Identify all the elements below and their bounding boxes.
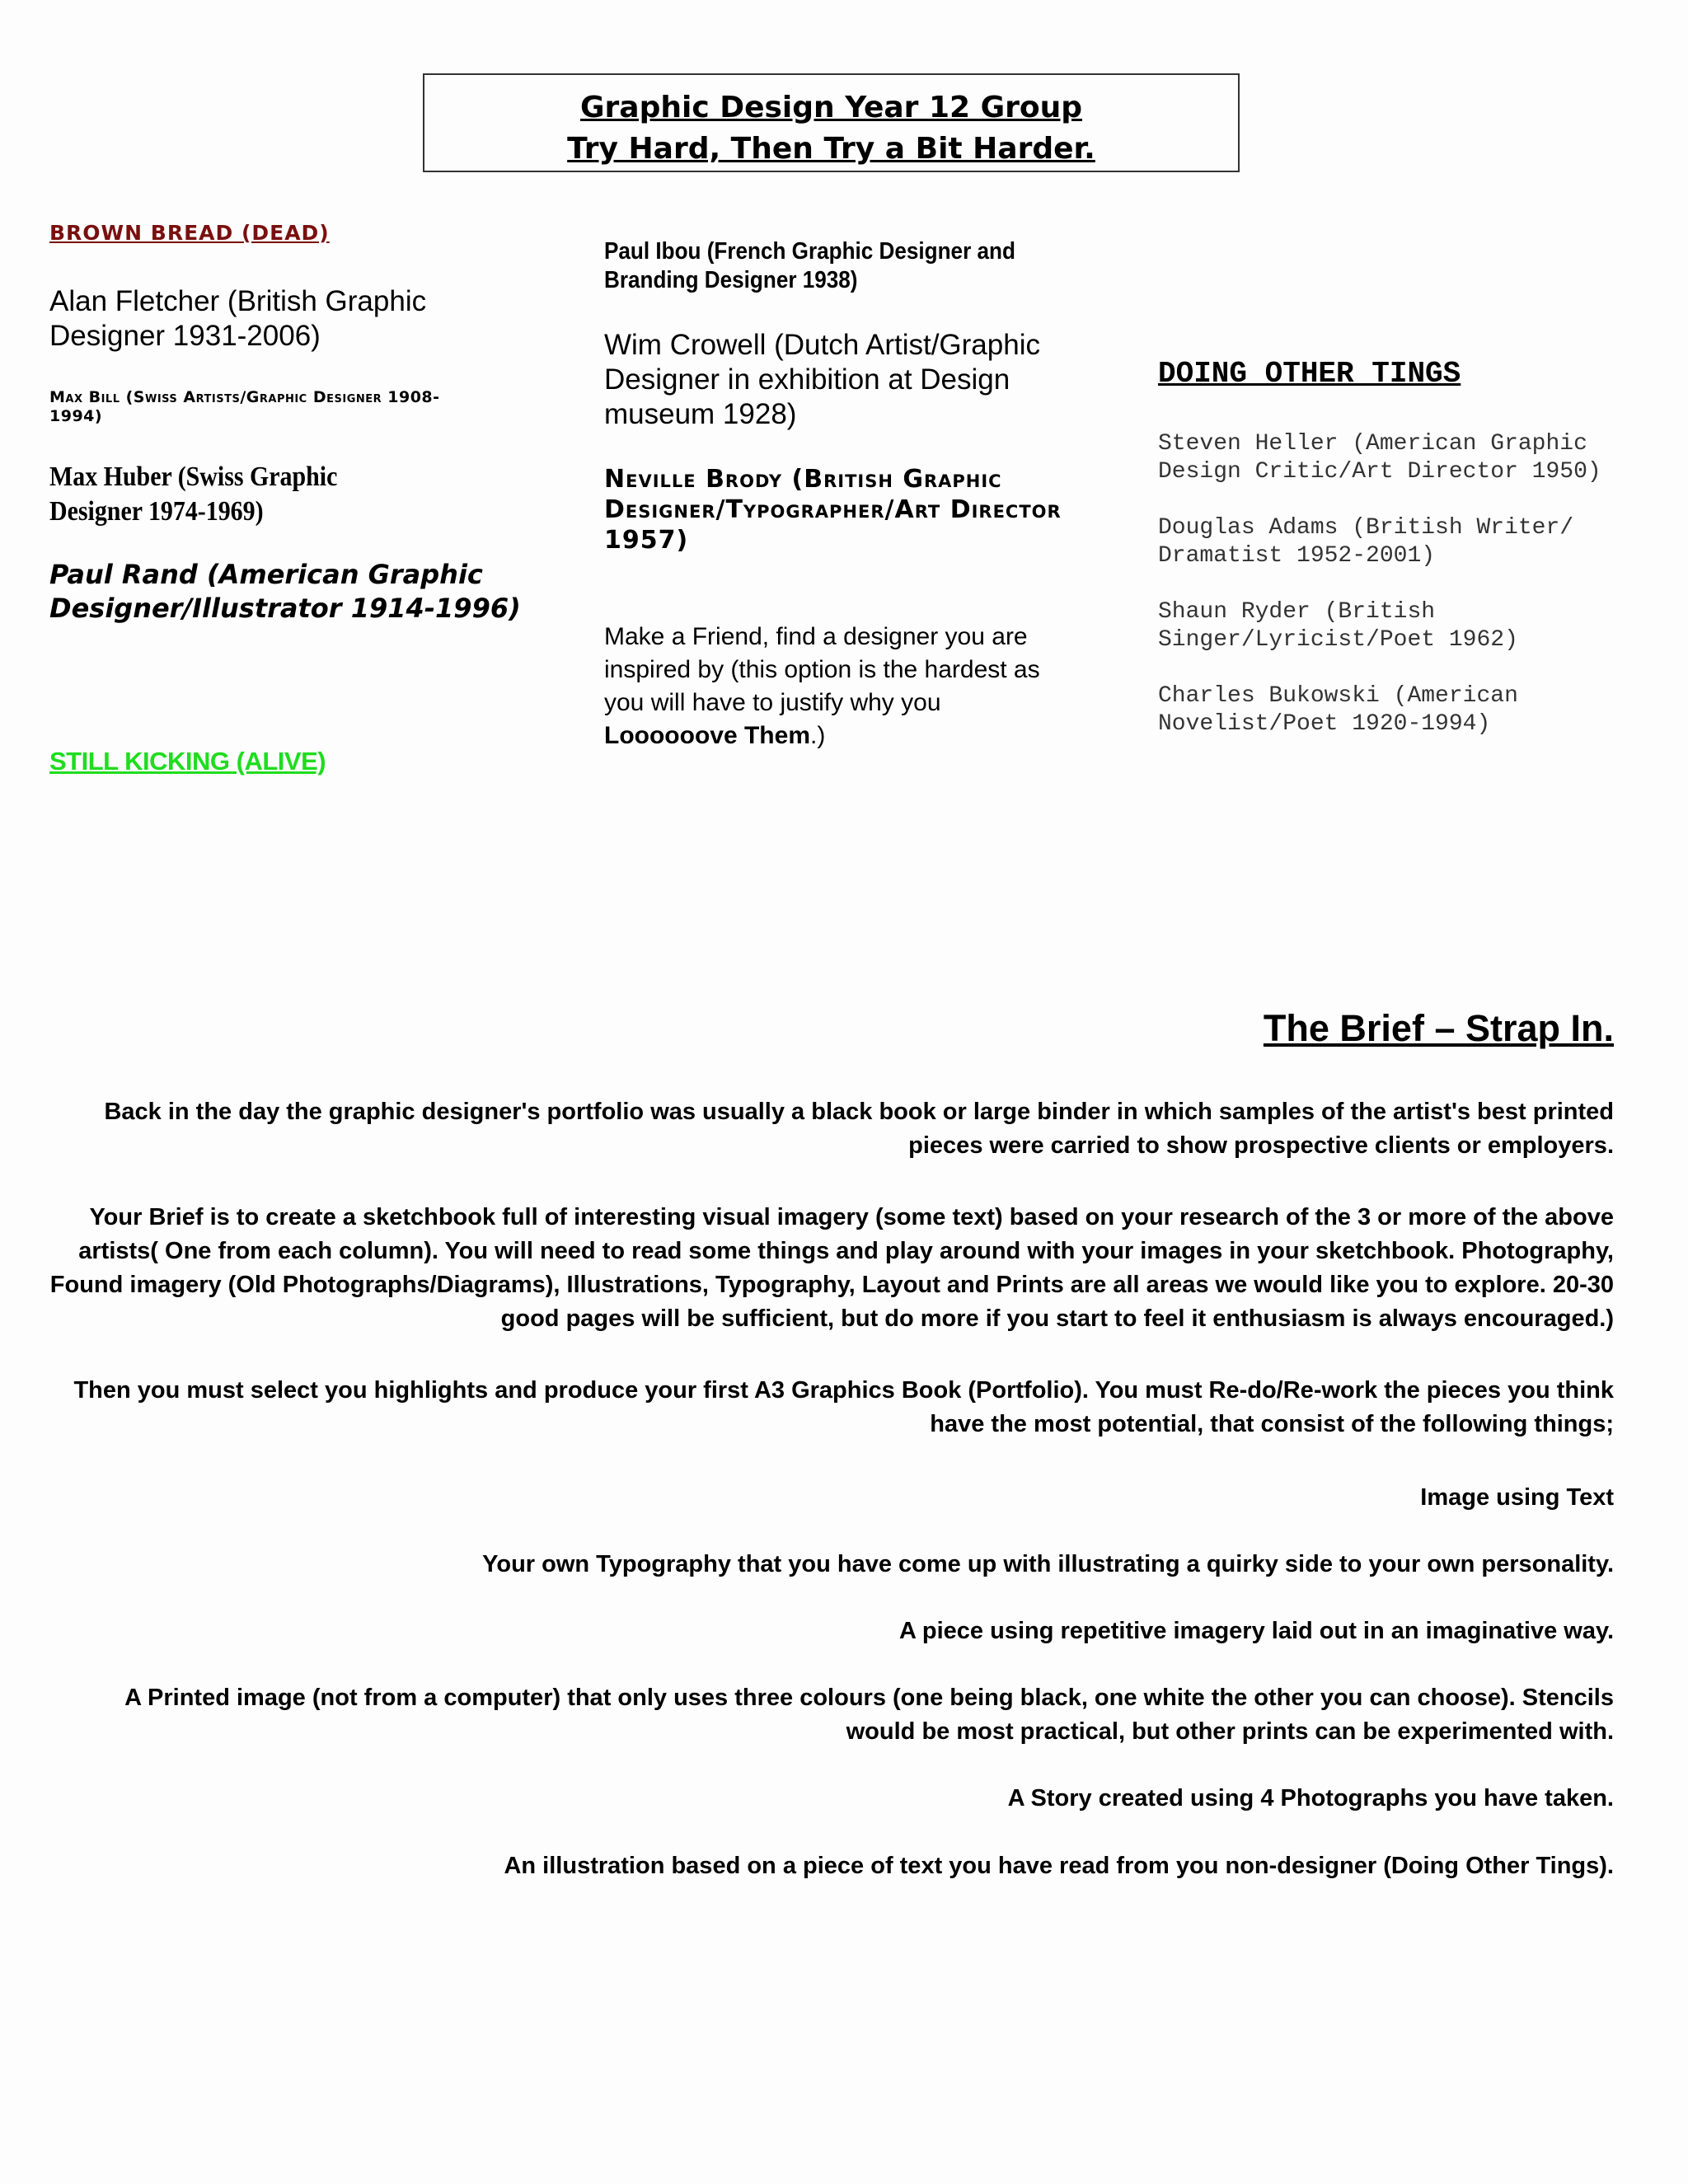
make-a-friend-text — [604, 621, 1074, 752]
title-line-1: Graphic Design Year 12 Group — [579, 91, 1083, 124]
artist-crowell: Wim Crowell (Dutch Artist/Graphic Designer in exhibition at Design museum 1928) — [604, 329, 1040, 430]
requirement-item: An illustration based on a piece of text you have read from you non-designer (Doing Other Tings). — [504, 1853, 1614, 1879]
other-item-adams: Douglas Adams (British Writer/ Dramatist 1952-2001) — [1158, 515, 1574, 569]
requirement-item: A Printed image (not from a computer) that only uses three colours (one being black, one white the other you can choose). Stencils would be most practical, but other prints can be experimented with. — [124, 1685, 1614, 1745]
brief-paragraph-2: Your Brief is to create a sketchbook full of interesting visual imagery (some text) based on your research of the 3 or more of the above artists( One from each column). You will need to read some things and play around with your images in your sketchbook. Photography, Found imagery (Old Photographs/Diagrams), Illustrations, Typography, Layout and Prints are all areas we would like you to explore. 20-30 good pages will be sufficient, but do more if you start to feel it enthusiasm is always encouraged.) — [49, 1204, 1614, 1332]
title-line-2: Try Hard, Then Try a Bit Harder. — [567, 132, 1095, 166]
friend-text: Make a Friend, find a designer you are inspired by (this option is the hardest as you will have to justify why you — [604, 623, 1040, 716]
artist-bill: Max Bill (Swiss Artists/Graphic Designer 1908-1994) — [49, 388, 440, 425]
artist-rand: Paul Rand (American Graphic Designer/Illustrator 1914-1996) — [49, 559, 521, 624]
dead-heading: BROWN BREAD (DEAD) — [49, 221, 330, 245]
artist-huber: Max Huber (Swiss Graphic Designer 1974-1969) — [49, 462, 338, 527]
requirement-item: Image using Text — [1420, 1484, 1614, 1511]
other-item-heller: Steven Heller (American Graphic Design Critic/Art Director 1950) — [1158, 431, 1601, 485]
artist-fletcher: Alan Fletcher (British Graphic Designer 1931-2006) — [49, 285, 427, 352]
requirement-item: Your own Typography that you have come up with illustrating a quirky side to your own personality. — [482, 1551, 1614, 1577]
friend-bold: Loooooove Them — [604, 722, 810, 749]
requirement-item: A Story created using 4 Photographs you have taken. — [1007, 1785, 1614, 1811]
artist-ibou: Paul Ibou (French Graphic Designer and Branding Designer 1938) — [604, 238, 1015, 293]
brief-paragraph-3: Then you must select you highlights and produce your first A3 Graphics Book (Portfolio). You must Re-do/Re-work the pieces you think have the most potential, that consist of the following things; — [73, 1377, 1614, 1437]
brief-heading: The Brief – Strap In. — [1263, 1007, 1614, 1049]
other-heading: DOING OTHER TINGS — [1158, 357, 1461, 391]
other-list — [1158, 430, 1669, 766]
brief-paragraph-1: Back in the day the graphic designer's portfolio was usually a black book or large binder in which samples of the artist's best printed pieces were carried to show prospective clients or employers. — [104, 1099, 1614, 1159]
friend-end: .) — [810, 722, 826, 749]
alive-heading: STILL KICKING (ALIVE) — [49, 747, 326, 776]
other-item-ryder: Shaun Ryder (British Singer/Lyricist/Poet 1962) — [1158, 599, 1518, 653]
other-item-bukowski: Charles Bukowski (American Novelist/Poet 1920-1994) — [1158, 683, 1518, 737]
artist-brody: Neville Brody (British Graphic Designer/Typographer/Art Director 1957) — [604, 465, 1062, 555]
title-box — [423, 73, 1240, 172]
requirement-item: A piece using repetitive imagery laid out in an imaginative way. — [898, 1618, 1614, 1644]
